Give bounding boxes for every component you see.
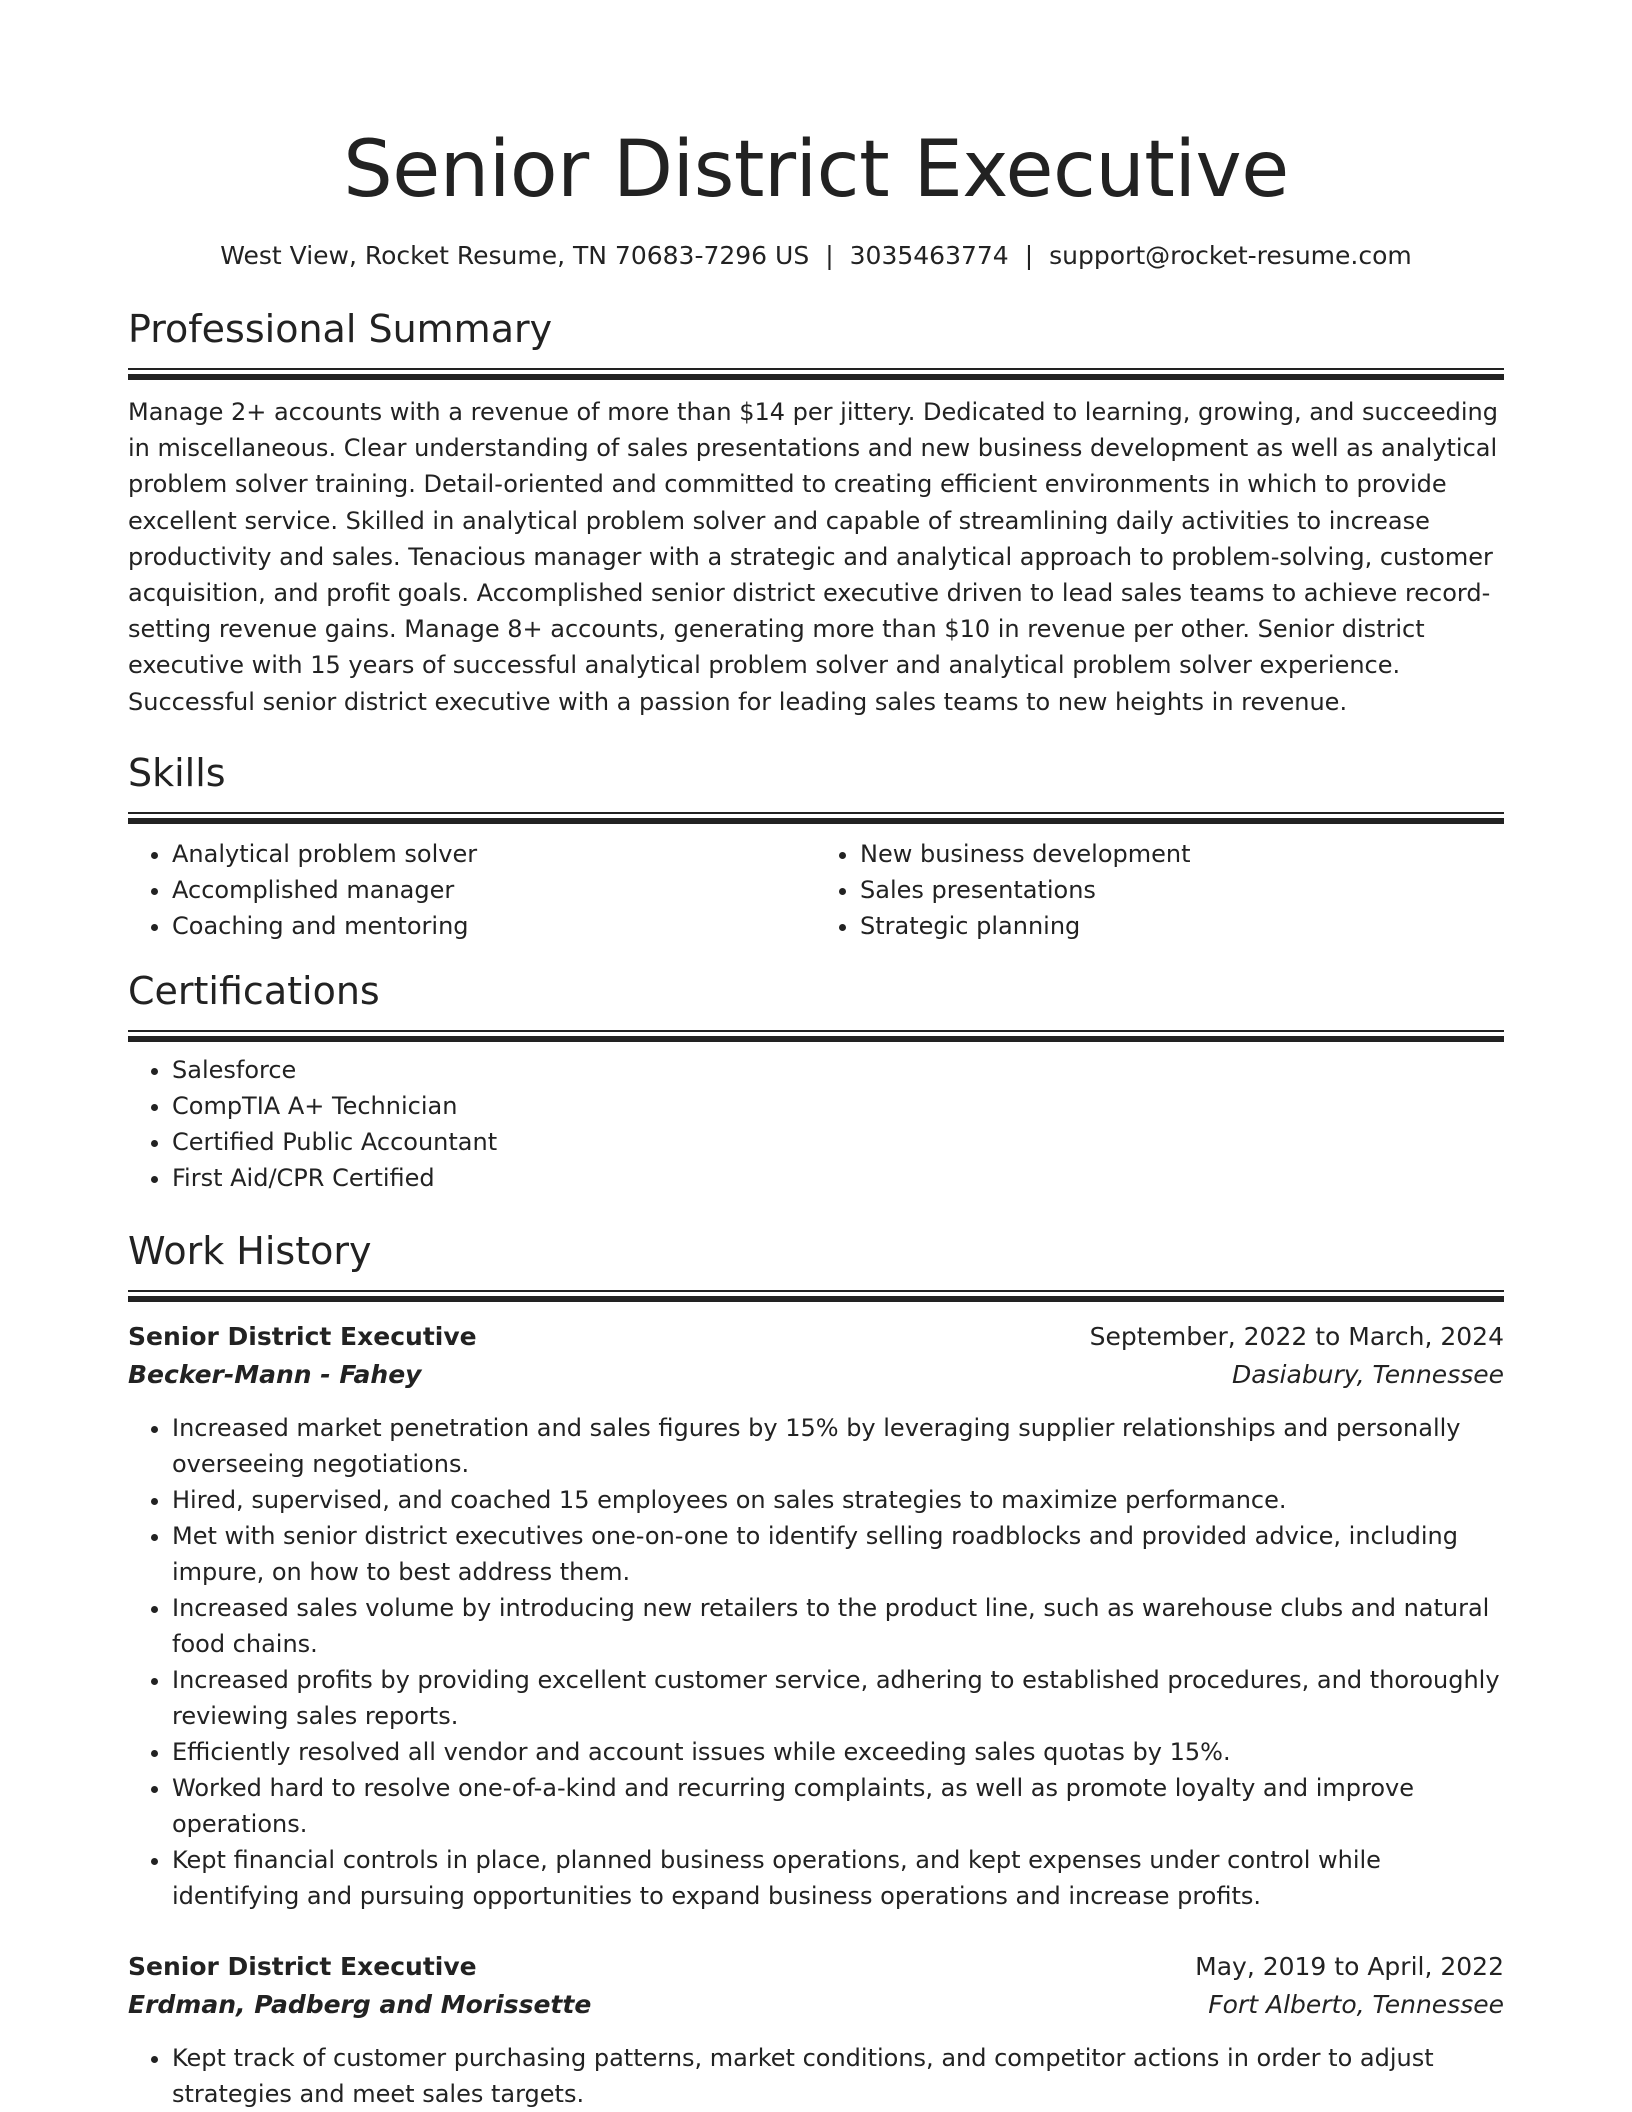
job-bullet: • Kept financial controls in place, planned business operations, and kept expenses under control while identifying and pursuing opportunities to expand business operations and increase profits. — [172, 1842, 1504, 1914]
job-bullet: • Efficiently resolved all vendor and account issues while exceeding sales quotas by 15%. — [172, 1734, 1504, 1770]
job-bullets — [128, 2040, 1504, 2112]
certifications-section — [128, 968, 1504, 1196]
skill-item: • Accomplished manager — [172, 872, 816, 908]
job-entry — [128, 1318, 1504, 1914]
job-bullet: • Increased sales volume by introducing new retailers to the product line, such as warehouse clubs and natural food chains. — [172, 1590, 1504, 1662]
job-entry — [128, 1948, 1504, 2112]
skill-item: • Analytical problem solver — [172, 836, 816, 872]
job-dates: September, 2022 to March, 2024 — [1089, 1321, 1504, 1351]
job-location: Dasiabury, Tennessee — [1231, 1359, 1504, 1389]
certification-item: • Certified Public Accountant — [172, 1124, 1504, 1160]
section-divider — [128, 812, 1504, 824]
certifications-list — [128, 1052, 1504, 1196]
contact-phone: 3035463774 — [849, 241, 1009, 270]
resume-name: Senior District Executive — [343, 125, 1289, 215]
job-subheader-row — [128, 1986, 1504, 2024]
contact-separator: | — [1024, 241, 1034, 270]
summary-text: Manage 2+ accounts with a revenue of more than $14 per jittery. Dedicated to learning, growing, and succeeding in miscellaneous. Clear understanding of sales presentations and new business development as well as analytical problem solver training. Detail-oriented and committed to creating efficient environments in which to provide excellent service. Skilled in analytical problem solver and capable of streamlining daily activities to increase productivity and sales. Tenacious manager with a strategic and analytical approach to problem-solving, customer acquisition, and profit goals. Accomplished senior district executive driven to lead sales teams to achieve record-setting revenue gains. Manage 8+ accounts, generating more than $10 in revenue per other. Senior district executive with 15 years of successful analytical problem solver and analytical problem solver experience. Successful senior district executive with a passion for leading sales teams to new heights in revenue. — [128, 398, 1498, 716]
job-subheader-row — [128, 1356, 1504, 1394]
skill-item: • Coaching and mentoring — [172, 908, 816, 944]
job-title: Senior District Executive — [128, 1321, 477, 1351]
contact-separator: | — [825, 241, 834, 270]
job-company: Becker-Mann - Fahey — [128, 1359, 422, 1389]
resume-page — [128, 0, 1504, 2112]
work-history-section — [128, 1228, 1504, 2112]
section-title-work-history: Work History — [128, 1228, 372, 1273]
certification-item: • First Aid/CPR Certified — [172, 1160, 1504, 1196]
job-bullet: • Met with senior district executives one-on-one to identify selling roadblocks and provided advice, including impure, on how to best address them. — [172, 1518, 1504, 1590]
skills-list-left — [128, 836, 816, 944]
job-dates: May, 2019 to April, 2022 — [1195, 1951, 1504, 1981]
skill-item: • Strategic planning — [860, 908, 1504, 944]
section-divider — [128, 1030, 1504, 1042]
certification-item: • Salesforce — [172, 1052, 1504, 1088]
job-bullet: • Increased profits by providing excellent customer service, adhering to established procedures, and thoroughly reviewing sales reports. — [172, 1662, 1504, 1734]
summary-section — [128, 306, 1504, 720]
section-title-certifications: Certifications — [128, 968, 380, 1013]
section-title-summary: Professional Summary — [128, 307, 553, 351]
job-bullet: • Increased market penetration and sales figures by 15% by leveraging supplier relationships and personally overseeing negotiations. — [172, 1410, 1504, 1482]
job-bullet: • Hired, supervised, and coached 15 employees on sales strategies to maximize performance. — [172, 1482, 1504, 1518]
job-title: Senior District Executive — [128, 1951, 477, 1981]
job-header-row — [128, 1318, 1504, 1356]
job-bullets — [128, 1410, 1504, 1914]
skill-item: • New business development — [860, 836, 1504, 872]
job-bullet: • Worked hard to resolve one-of-a-kind and recurring complaints, as well as promote loyalty and improve operations. — [172, 1770, 1504, 1842]
skills-list-right — [816, 836, 1504, 944]
contact-email: support@rocket-resume.com — [1049, 241, 1412, 270]
section-title-skills: Skills — [128, 750, 226, 795]
section-divider — [128, 368, 1504, 380]
skill-item: • Sales presentations — [860, 872, 1504, 908]
job-location: Fort Alberto, Tennessee — [1208, 1989, 1504, 2019]
job-header-row — [128, 1948, 1504, 1986]
section-divider — [128, 1290, 1504, 1302]
skills-section — [128, 750, 1504, 944]
skills-columns — [128, 836, 1504, 944]
job-bullet: • Kept track of customer purchasing patterns, market conditions, and competitor actions in order to adjust strategies and meet sales targets. — [172, 2040, 1504, 2112]
certification-item: • CompTIA A+ Technician — [172, 1088, 1504, 1124]
contact-address: West View, Rocket Resume, TN 70683-7296 US — [220, 241, 810, 270]
contact-line — [128, 240, 1504, 272]
job-company: Erdman, Padberg and Morissette — [128, 1989, 592, 2019]
